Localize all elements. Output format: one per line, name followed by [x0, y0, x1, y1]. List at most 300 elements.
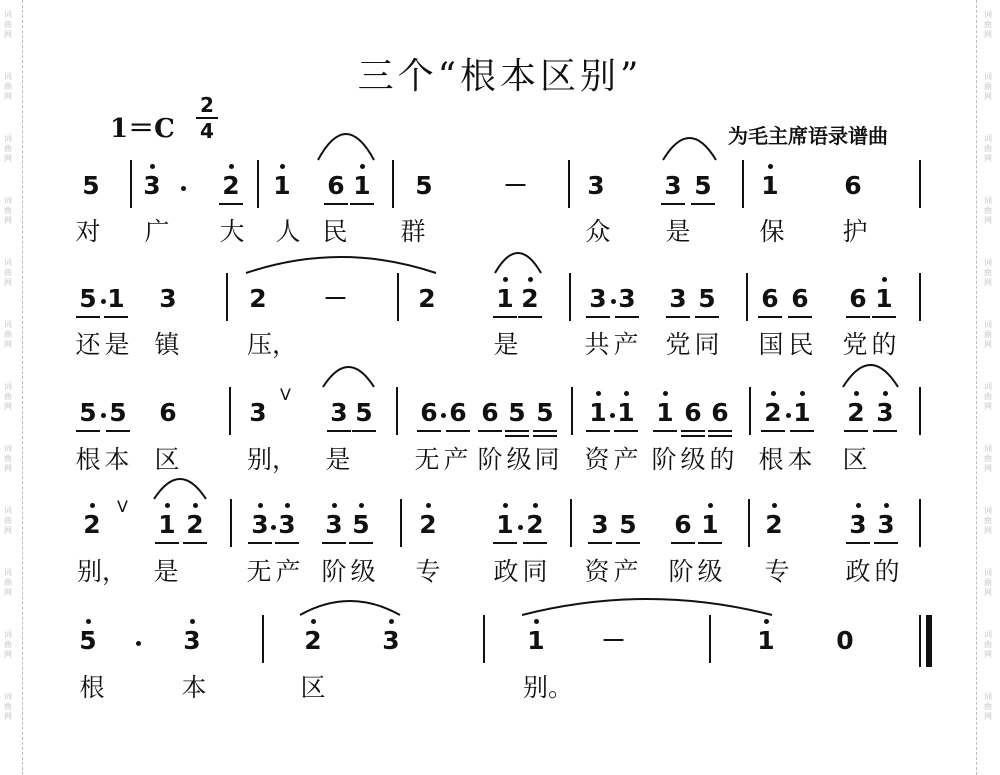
lyric-syllable: 党 — [842, 330, 868, 359]
slur — [495, 253, 541, 273]
note: 3 — [664, 171, 682, 200]
bar-line — [569, 273, 571, 321]
beam-underline — [327, 430, 351, 432]
beam-underline — [446, 430, 470, 432]
beam-underline — [653, 430, 677, 432]
beam-underline — [846, 542, 870, 544]
slur — [323, 367, 374, 387]
note: 2 — [418, 284, 436, 313]
beam-underline — [698, 542, 722, 544]
lyric-syllable: 资 — [584, 557, 610, 586]
note: 1 — [701, 510, 719, 539]
final-bar-line — [919, 615, 921, 667]
lyric-syllable: 同 — [522, 557, 548, 586]
note: 6 — [711, 398, 729, 427]
augmentation-dot — [181, 186, 186, 191]
beam-underline — [616, 542, 640, 544]
lyric-syllable: 众 — [585, 217, 611, 246]
beam-underline — [533, 430, 557, 432]
beam-underline — [873, 430, 897, 432]
beam-underline — [518, 316, 542, 318]
beam-underline — [493, 316, 517, 318]
note: 6 — [327, 171, 345, 200]
beam-underline — [695, 316, 719, 318]
note: 3 — [251, 510, 269, 539]
slur — [154, 479, 206, 499]
note: 3 — [587, 171, 605, 200]
octave-dot — [772, 503, 777, 508]
lyric-syllable: 产 — [613, 445, 639, 474]
lyric-syllable: 别， — [247, 445, 298, 474]
note: 1 — [875, 284, 893, 313]
note: 1 — [793, 398, 811, 427]
beam-underline — [478, 430, 502, 432]
note: 2 — [222, 171, 240, 200]
slur — [663, 138, 716, 160]
lyric-syllable: 党 — [665, 330, 691, 359]
lyric-syllable: 级 — [697, 557, 723, 586]
note: 5 — [352, 510, 370, 539]
octave-dot — [311, 619, 316, 624]
watermark-text: 词 曲 网 — [4, 10, 12, 39]
note: 3 — [589, 284, 607, 313]
note: 2 — [249, 284, 267, 313]
note: 6 — [674, 510, 692, 539]
note: 1 — [589, 398, 607, 427]
beam-underline — [681, 430, 705, 432]
note: 3 — [325, 510, 343, 539]
octave-dot — [854, 391, 859, 396]
key-signature: 1＝C — [110, 114, 175, 144]
note: 1 — [353, 171, 371, 200]
octave-dot — [359, 503, 364, 508]
note: 6 — [420, 398, 438, 427]
note: 0 — [836, 626, 854, 655]
composer-credit: 为毛主席语录谱曲 — [728, 124, 888, 148]
augmentation-dot — [271, 525, 276, 530]
octave-dot — [883, 391, 888, 396]
lyric-syllable: 的 — [874, 557, 900, 586]
beam-underline — [615, 316, 639, 318]
beam-underline — [219, 203, 243, 205]
note: 1 — [107, 284, 125, 313]
octave-dot — [534, 619, 539, 624]
octave-dot — [856, 503, 861, 508]
octave-dot — [708, 503, 713, 508]
beam-underline — [155, 542, 179, 544]
beam-underline — [614, 430, 638, 432]
octave-dot — [884, 503, 889, 508]
lyric-syllable: 别， — [77, 557, 128, 586]
note: 6 — [791, 284, 809, 313]
note: 1 — [496, 510, 514, 539]
note: 5 — [415, 171, 433, 200]
note: 3 — [330, 398, 348, 427]
breath-mark: V — [280, 385, 291, 404]
octave-dot — [764, 619, 769, 624]
octave-dot — [190, 619, 195, 624]
bar-line — [396, 387, 398, 435]
bar-line — [397, 273, 399, 321]
lyric-syllable: 级 — [350, 557, 376, 586]
beam-underline — [761, 430, 785, 432]
lyric-syllable: 专 — [764, 557, 790, 586]
note: 5 — [694, 171, 712, 200]
beam-underline — [493, 542, 517, 544]
note: 5 — [82, 171, 100, 200]
augmentation-dot — [101, 413, 106, 418]
note: 6 — [849, 284, 867, 313]
octave-dot — [229, 164, 234, 169]
lyric-syllable: 别。 — [523, 673, 574, 702]
beam-underline — [104, 316, 128, 318]
lyric-syllable: 产 — [443, 445, 469, 474]
time-signature-top: 2 — [200, 93, 214, 117]
note: 1 — [656, 398, 674, 427]
augmentation-dot — [786, 413, 791, 418]
left-edge-line — [22, 0, 23, 775]
note: 1 — [158, 510, 176, 539]
note: 2 — [83, 510, 101, 539]
beam-underline — [324, 203, 348, 205]
watermark-text: 词 曲 网 — [4, 72, 12, 101]
lyric-syllable: 无 — [414, 445, 440, 474]
beam-underline — [523, 542, 547, 544]
lyric-syllable: 本 — [787, 445, 813, 474]
bar-line — [919, 387, 921, 435]
bar-line — [571, 387, 573, 435]
note: 5 — [79, 398, 97, 427]
bar-line — [226, 273, 228, 321]
lyric-syllable: 政 — [493, 557, 519, 586]
song-title: 三个“根本区别” — [357, 56, 643, 97]
octave-dot — [86, 619, 91, 624]
beam-underline — [76, 316, 100, 318]
beam-underline — [352, 430, 376, 432]
note: 2 — [765, 510, 783, 539]
beam-underline — [505, 430, 529, 432]
note: 6 — [449, 398, 467, 427]
beam-underline — [322, 542, 346, 544]
note: 1 — [617, 398, 635, 427]
bar-line — [748, 499, 750, 547]
lyric-syllable: 本 — [181, 673, 207, 702]
lyric-syllable: 产 — [275, 557, 301, 586]
beam-underline — [790, 430, 814, 432]
beam-underline — [681, 435, 705, 437]
beam-underline — [872, 316, 896, 318]
augmentation-dot — [518, 525, 523, 530]
watermark-text: 词 曲 网 — [984, 382, 992, 411]
augmentation-dot — [611, 299, 616, 304]
octave-dot — [663, 391, 668, 396]
note: 5 — [536, 398, 554, 427]
lyric-syllable: 人 — [275, 217, 301, 246]
lyric-syllable: 阶 — [668, 557, 694, 586]
octave-dot — [596, 391, 601, 396]
note: 6 — [844, 171, 862, 200]
watermark-text: 词 曲 网 — [984, 568, 992, 597]
lyric-syllable: 本 — [104, 445, 130, 474]
note: 6 — [481, 398, 499, 427]
note: 1 — [757, 626, 775, 655]
note: 3 — [669, 284, 687, 313]
note: 5 — [698, 284, 716, 313]
note: 5 — [508, 398, 526, 427]
lyric-syllable: 根 — [75, 445, 101, 474]
lyric-syllable: 产 — [613, 330, 639, 359]
note: 3 — [876, 398, 894, 427]
octave-dot — [503, 503, 508, 508]
beam-underline — [533, 435, 557, 437]
lyric-syllable: 广 — [144, 217, 170, 246]
watermark-text: 词 曲 网 — [984, 258, 992, 287]
lyric-syllable: 对 — [75, 217, 101, 246]
lyric-syllable: 的 — [871, 330, 897, 359]
augmentation-dot — [136, 641, 141, 646]
augmentation-dot — [101, 299, 106, 304]
lyric-syllable: 是 — [665, 217, 691, 246]
note: 5 — [79, 626, 97, 655]
note: 5 — [79, 284, 97, 313]
watermark-text: 词 曲 网 — [4, 258, 12, 287]
lyric-syllable: 资 — [584, 445, 610, 474]
bar-line — [229, 387, 231, 435]
watermark-text: 词 曲 网 — [984, 444, 992, 473]
beam-underline — [874, 542, 898, 544]
note: 3 — [849, 510, 867, 539]
lyric-syllable: 产 — [613, 557, 639, 586]
note: 3 — [183, 626, 201, 655]
note: 3 — [143, 171, 161, 200]
beam-underline — [758, 316, 782, 318]
lyric-syllable: 阶 — [477, 445, 503, 474]
lyric-syllable: 同 — [694, 330, 720, 359]
lyric-syllable: 阶 — [321, 557, 347, 586]
slur — [300, 601, 400, 615]
note: 1 — [527, 626, 545, 655]
note: 2 — [304, 626, 322, 655]
augmentation-dot — [441, 413, 446, 418]
note: 5 — [619, 510, 637, 539]
lyric-syllable: 同 — [534, 445, 560, 474]
bar-line — [749, 387, 751, 435]
bar-line — [746, 273, 748, 321]
watermark-text: 词 曲 网 — [4, 506, 12, 535]
lyric-syllable: 级 — [680, 445, 706, 474]
watermark-text: 词 曲 网 — [4, 382, 12, 411]
lyric-syllable: 的 — [709, 445, 735, 474]
beam-underline — [788, 316, 812, 318]
bar-line — [919, 499, 921, 547]
bar-line — [257, 160, 259, 208]
watermark-text: 词 曲 网 — [4, 630, 12, 659]
watermark-text: 词 曲 网 — [984, 196, 992, 225]
note: 6 — [159, 398, 177, 427]
beam-underline — [666, 316, 690, 318]
slur — [522, 599, 772, 615]
beam-underline — [586, 430, 610, 432]
octave-dot — [90, 503, 95, 508]
octave-dot — [389, 619, 394, 624]
note: 6 — [761, 284, 779, 313]
lyric-syllable: 民 — [788, 330, 814, 359]
octave-dot — [533, 503, 538, 508]
lyric-syllable: 共 — [584, 330, 610, 359]
lyric-syllable: 群 — [400, 217, 426, 246]
bar-line — [570, 499, 572, 547]
lyric-syllable: 区 — [842, 445, 868, 474]
beam-underline — [588, 542, 612, 544]
octave-dot — [528, 277, 533, 282]
watermark-text: 词 曲 网 — [984, 692, 992, 721]
bar-line — [483, 615, 485, 663]
watermark-text: 词 曲 网 — [984, 10, 992, 39]
lyric-syllable: 是 — [325, 445, 351, 474]
note: 3 — [278, 510, 296, 539]
beam-underline — [350, 203, 374, 205]
lyric-syllable: 政 — [845, 557, 871, 586]
sustain-dash: － — [601, 626, 627, 655]
lyric-syllable: 阶 — [651, 445, 677, 474]
beam-underline — [248, 542, 272, 544]
note: 6 — [684, 398, 702, 427]
slur — [246, 257, 436, 273]
lyric-syllable: 护 — [842, 217, 868, 246]
lyric-syllable: 是 — [153, 557, 179, 586]
right-edge-line — [976, 0, 977, 775]
note: 3 — [159, 284, 177, 313]
watermark-text: 词 曲 网 — [4, 692, 12, 721]
beam-underline — [349, 542, 373, 544]
beam-underline — [183, 542, 207, 544]
lyric-syllable: 根 — [758, 445, 784, 474]
slur — [318, 134, 374, 160]
beam-underline — [708, 435, 732, 437]
augmentation-dot — [610, 413, 615, 418]
octave-dot — [285, 503, 290, 508]
watermark-text: 词 曲 网 — [4, 320, 12, 349]
bar-line — [709, 615, 711, 663]
bar-line — [230, 499, 232, 547]
lyric-syllable: 是 — [104, 330, 130, 359]
note: 2 — [764, 398, 782, 427]
bar-line — [919, 273, 921, 321]
note: 1 — [273, 171, 291, 200]
octave-dot — [332, 503, 337, 508]
beam-underline — [417, 430, 441, 432]
beam-underline — [708, 430, 732, 432]
lyric-syllable: 区 — [300, 673, 326, 702]
note: 3 — [382, 626, 400, 655]
note: 2 — [419, 510, 437, 539]
beam-underline — [505, 435, 529, 437]
octave-dot — [768, 164, 773, 169]
time-signature-bottom: 4 — [200, 119, 214, 143]
watermark-text: 词 曲 网 — [4, 444, 12, 473]
octave-dot — [771, 391, 776, 396]
lyric-syllable: 镇 — [154, 330, 180, 359]
note: 2 — [847, 398, 865, 427]
note: 2 — [521, 284, 539, 313]
lyric-syllable: 无 — [246, 557, 272, 586]
octave-dot — [426, 503, 431, 508]
beam-underline — [844, 430, 868, 432]
beam-underline — [661, 203, 685, 205]
bar-line — [130, 160, 132, 208]
note: 3 — [591, 510, 609, 539]
note: 2 — [526, 510, 544, 539]
bar-line — [919, 160, 921, 208]
lyric-syllable: 民 — [322, 217, 348, 246]
note: 3 — [249, 398, 267, 427]
watermark-text: 词 曲 网 — [4, 568, 12, 597]
slur — [843, 365, 898, 387]
lyric-syllable: 区 — [154, 445, 180, 474]
watermark-text: 词 曲 网 — [984, 320, 992, 349]
octave-dot — [150, 164, 155, 169]
bar-line — [400, 499, 402, 547]
note: 1 — [496, 284, 514, 313]
octave-dot — [882, 277, 887, 282]
beam-underline — [106, 430, 130, 432]
octave-dot — [503, 277, 508, 282]
beam-underline — [275, 542, 299, 544]
octave-dot — [193, 503, 198, 508]
octave-dot — [800, 391, 805, 396]
lyric-syllable: 压， — [247, 330, 298, 359]
note: 3 — [877, 510, 895, 539]
final-bar-line — [926, 615, 932, 667]
beam-underline — [76, 430, 100, 432]
lyric-syllable: 国 — [758, 330, 784, 359]
breath-mark: V — [117, 497, 128, 516]
bar-line — [262, 615, 264, 663]
bar-line — [742, 160, 744, 208]
octave-dot — [165, 503, 170, 508]
watermark-text: 词 曲 网 — [984, 72, 992, 101]
note: 2 — [186, 510, 204, 539]
lyric-syllable: 保 — [759, 217, 785, 246]
watermark-text: 词 曲 网 — [4, 196, 12, 225]
octave-dot — [360, 164, 365, 169]
note: 3 — [618, 284, 636, 313]
watermark-text: 词 曲 网 — [984, 506, 992, 535]
bar-line — [392, 160, 394, 208]
watermark-text: 词 曲 网 — [984, 630, 992, 659]
note: 5 — [109, 398, 127, 427]
octave-dot — [624, 391, 629, 396]
lyric-syllable: 根 — [79, 673, 105, 702]
lyric-syllable: 大 — [219, 217, 245, 246]
lyric-syllable: 级 — [506, 445, 532, 474]
beam-underline — [671, 542, 695, 544]
beam-underline — [846, 316, 870, 318]
lyric-syllable: 是 — [493, 330, 519, 359]
note: 5 — [355, 398, 373, 427]
octave-dot — [280, 164, 285, 169]
sustain-dash: － — [323, 284, 349, 313]
beam-underline — [586, 316, 610, 318]
lyric-syllable: 专 — [415, 557, 441, 586]
note: 1 — [761, 171, 779, 200]
watermark-text: 词 曲 网 — [984, 134, 992, 163]
sustain-dash: － — [503, 171, 529, 200]
octave-dot — [258, 503, 263, 508]
beam-underline — [691, 203, 715, 205]
lyric-syllable: 还 — [75, 330, 101, 359]
watermark-text: 词 曲 网 — [4, 134, 12, 163]
